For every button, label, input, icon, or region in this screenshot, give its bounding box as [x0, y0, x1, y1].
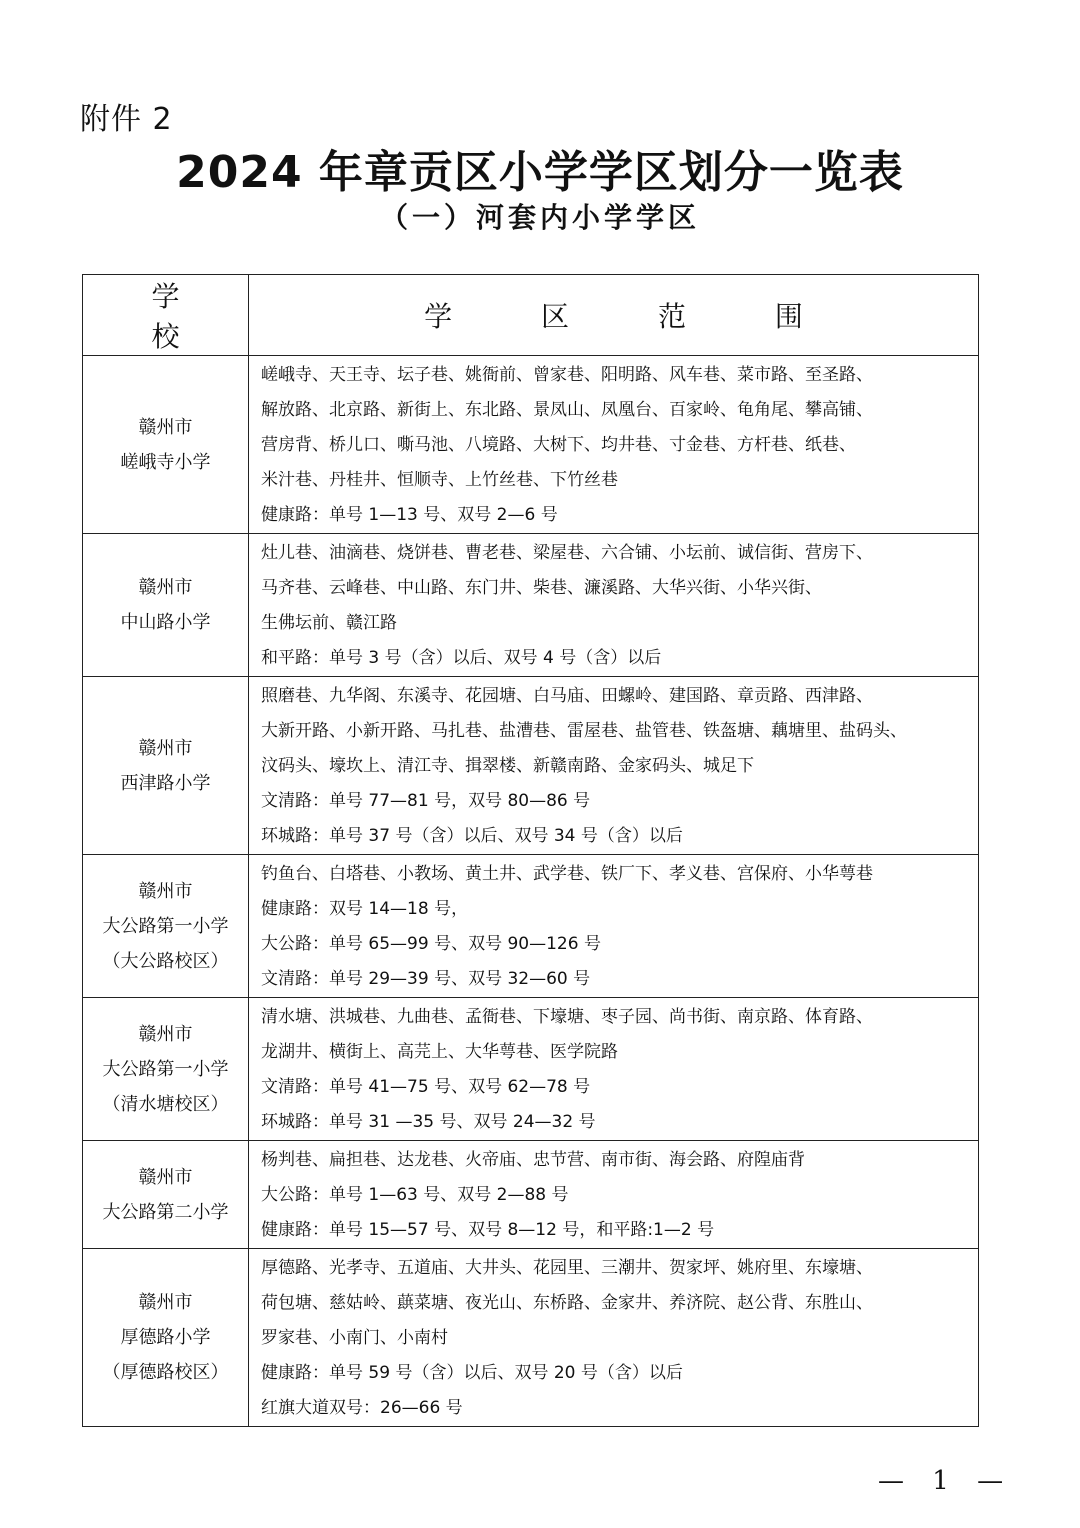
attachment-label: 附件 2	[80, 102, 173, 137]
school-name-line: 赣州市	[138, 1292, 193, 1313]
school-name-cell	[83, 855, 249, 998]
district-range-line: 厚德路、光孝寺、五道庙、大井头、花园里、三潮井、贺家坪、姚府里、东壕塘、	[261, 1258, 873, 1278]
district-range-line: 红旗大道双号：26—66 号	[261, 1398, 463, 1418]
table-row	[83, 1141, 979, 1249]
school-name-line: 中山路小学	[120, 612, 211, 633]
column-header-school: 学 校	[83, 275, 249, 356]
table-row	[83, 534, 979, 677]
district-range-line: 营房背、桥儿口、嘶马池、八境路、大树下、均井巷、寸金巷、方杆巷、纸巷、	[261, 435, 856, 455]
school-name-line: 赣州市	[138, 880, 193, 902]
school-name-line: 赣州市	[138, 1023, 193, 1045]
district-range-line: 钓鱼台、白塔巷、小教场、黄土井、武学巷、铁厂下、孝义巷、宫保府、小华萼巷	[261, 864, 873, 884]
school-name-line: 赣州市	[138, 577, 193, 598]
school-name-cell	[83, 356, 249, 534]
district-range-line: 荷包塘、慈姑岭、蕻菜塘、夜光山、东桥路、金家井、养济院、赵公背、东胜山、	[261, 1293, 873, 1313]
district-range-line: 龙湖井、横街上、高芫上、大华萼巷、医学院路	[261, 1042, 618, 1062]
school-name-line: （大公路校区）	[102, 950, 229, 972]
table-row	[83, 1249, 979, 1427]
district-range-line: 清水塘、洪城巷、九曲巷、孟衙巷、下壕塘、枣子园、尚书街、南京路、体育路、	[261, 1007, 873, 1027]
district-range-line: 解放路、北京路、新街上、东北路、景凤山、凤凰台、百家岭、龟角尾、攀高铺、	[261, 400, 873, 420]
district-range-line: 米汁巷、丹桂井、恒顺寺、上竹丝巷、下竹丝巷	[261, 470, 618, 490]
district-range-line: 灶儿巷、油滴巷、烧饼巷、曹老巷、梁屋巷、六合铺、小坛前、诚信街、营房下、	[261, 543, 873, 563]
district-range-line: 马齐巷、云峰巷、中山路、东门井、柴巷、濂溪路、大华兴街、小华兴街、	[261, 578, 822, 598]
school-name-cell	[83, 677, 249, 855]
district-range-cell	[249, 534, 979, 677]
school-name-line: 赣州市	[138, 1166, 193, 1188]
district-range-line: 罗家巷、小南门、小南村	[261, 1328, 448, 1348]
district-range-line: 环城路：单号 31 —35 号、双号 24—32 号	[261, 1112, 596, 1132]
district-range-line: 和平路：单号 3 号（含）以后、双号 4 号（含）以后	[261, 648, 662, 668]
school-name-line: 西津路小学	[120, 772, 211, 794]
district-range-line: 嵯峨寺、天王寺、坛子巷、姚衙前、曾家巷、阳明路、风车巷、菜市路、至圣路、	[261, 365, 873, 385]
school-name-line: （清水塘校区）	[102, 1093, 229, 1115]
district-range-line: 生佛坛前、赣江路	[261, 613, 397, 633]
district-range-cell	[249, 855, 979, 998]
school-name-line: 大公路第一小学	[102, 915, 229, 937]
school-name-line: 大公路第一小学	[102, 1058, 229, 1080]
school-name-cell	[83, 1141, 249, 1249]
district-range-line: 文清路：单号 29—39 号、双号 32—60 号	[261, 969, 591, 989]
school-name-line: 赣州市	[138, 737, 193, 759]
page-title: 2024 年章贡区小学学区划分一览表	[176, 147, 904, 198]
district-range-cell	[249, 677, 979, 855]
table-row	[83, 677, 979, 855]
school-name-line: 嵯峨寺小学	[120, 451, 211, 473]
district-range-line: 健康路：单号 15—57 号、双号 8—12 号，和平路:1—2 号	[261, 1220, 715, 1240]
district-range-cell	[249, 998, 979, 1141]
district-range-line: 环城路：单号 37 号（含）以后、双号 34 号（含）以后	[261, 826, 683, 846]
column-header-range: 学 区 范 围	[249, 275, 979, 356]
district-range-line: 大公路：单号 1—63 号、双号 2—88 号	[261, 1185, 569, 1205]
school-name-cell	[83, 534, 249, 677]
school-district-table	[82, 274, 979, 1427]
table-body	[83, 356, 979, 1427]
district-range-cell	[249, 356, 979, 534]
school-name-line: 大公路第二小学	[102, 1201, 229, 1223]
school-name-line: 赣州市	[138, 416, 193, 438]
page-number: — 1 —	[878, 1466, 1014, 1496]
table-row	[83, 998, 979, 1141]
district-range-line: 健康路：双号 14—18 号，	[261, 899, 469, 919]
district-range-cell	[249, 1141, 979, 1249]
district-range-line: 健康路：单号 59 号（含）以后、双号 20 号（含）以后	[261, 1363, 683, 1383]
district-range-line: 大新开路、小新开路、马扎巷、盐漕巷、雷屋巷、盐管巷、铁盔塘、藕塘里、盐码头、	[261, 721, 907, 741]
district-range-line: 照磨巷、九华阁、东溪寺、花园塘、白马庙、田螺岭、建国路、章贡路、西津路、	[261, 686, 873, 706]
district-range-cell	[249, 1249, 979, 1427]
section-subtitle: （一）河套内小学学区	[379, 201, 700, 234]
table-header-row	[83, 275, 979, 356]
district-range-line: 杨判巷、扁担巷、达龙巷、火帝庙、忠节营、南市街、海会路、府隍庙背	[261, 1150, 805, 1170]
school-name-cell	[83, 998, 249, 1141]
table-row	[83, 855, 979, 998]
district-range-line: 健康路：单号 1—13 号、双号 2—6 号	[261, 505, 558, 525]
district-range-line: 文清路：单号 41—75 号、双号 62—78 号	[261, 1077, 591, 1097]
school-name-line: 厚德路小学	[120, 1327, 211, 1348]
table-row	[83, 356, 979, 534]
district-range-line: 文清路：单号 77—81 号，双号 80—86 号	[261, 791, 591, 811]
district-range-line: 大公路：单号 65—99 号、双号 90—126 号	[261, 934, 601, 954]
school-name-line: （厚德路校区）	[102, 1362, 229, 1383]
school-name-cell	[83, 1249, 249, 1427]
district-range-line: 汶码头、壕坎上、清江寺、揖翠楼、新赣南路、金家码头、城足下	[261, 756, 754, 776]
